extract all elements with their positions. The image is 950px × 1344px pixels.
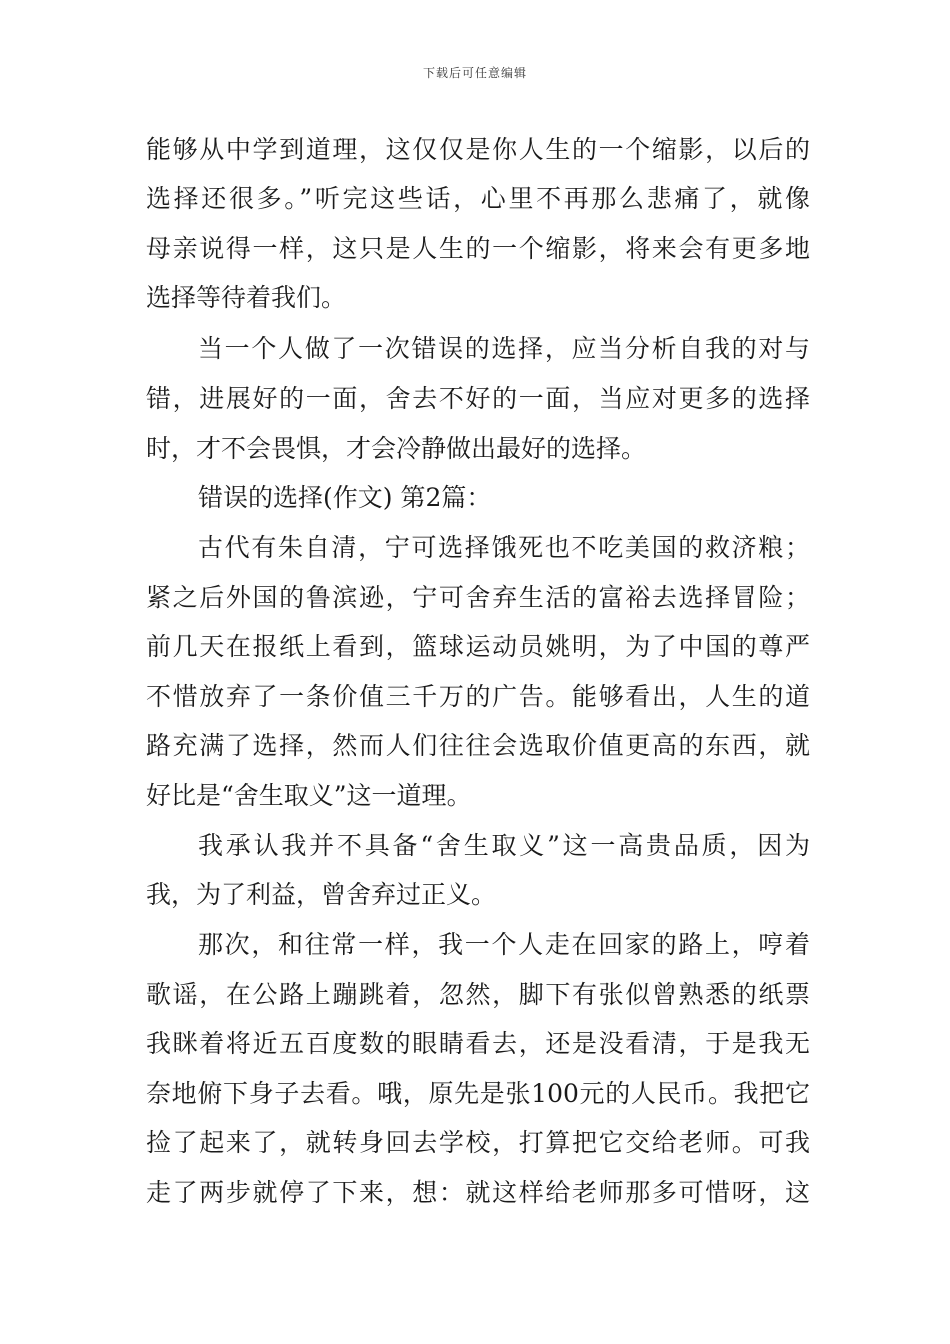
paragraph-first-line: 古代有朱自清，宁可选择饿死也不吃美国的救济粮； bbox=[198, 533, 810, 562]
text-line: 歌谣，在公路上蹦跳着，忽然，脚下有张似曾熟悉的纸票 bbox=[146, 980, 810, 1009]
text-line: 走了两步就停了下来，想：就这样给老师那多可惜呀，这 bbox=[146, 1178, 810, 1207]
paragraph-first-line: 当一个人做了一次错误的选择，应当分析自我的对与 bbox=[198, 334, 810, 363]
text-line: 我眯着将近五百度数的眼睛看去，还是没看清，于是我无 bbox=[146, 1029, 810, 1058]
text-line: 能够从中学到道理，这仅仅是你人生的一个缩影，以后的 bbox=[146, 135, 810, 164]
text-line: 不惜放弃了一条价值三千万的广告。能够看出，人生的道 bbox=[146, 682, 810, 711]
text-line: 好比是“舍生取义”这一道理。 bbox=[146, 781, 472, 810]
paragraph-first-line: 我承认我并不具备“舍生取义”这一高贵品质，因为 bbox=[198, 831, 810, 860]
text-line: 奈地俯下身子去看。哦，原先是张100元的人民币。我把它 bbox=[146, 1079, 810, 1108]
text-line: 路充满了选择，然而人们往往会选取价值更高的东西，就 bbox=[146, 731, 810, 760]
text-line: 母亲说得一样，这只是人生的一个缩影，将来会有更多地 bbox=[146, 234, 810, 263]
text-line: 选择还很多。”听完这些话，心里不再那么悲痛了，就像 bbox=[146, 184, 810, 213]
text-line: 时，才不会畏惧，才会冷静做出最好的选择。 bbox=[146, 434, 647, 463]
text-line: 前几天在报纸上看到，篮球运动员姚明，为了中国的尊严 bbox=[146, 632, 810, 661]
text-line: 错，进展好的一面，舍去不好的一面，当应对更多的选择 bbox=[146, 384, 810, 413]
text-line: 选择等待着我们。 bbox=[146, 283, 347, 312]
text-line: 我，为了利益，曾舍弃过正义。 bbox=[146, 880, 497, 909]
paragraph-first-line: 那次，和往常一样，我一个人走在回家的路上，哼着 bbox=[198, 930, 810, 959]
section-heading: 错误的选择(作文) 第2篇： bbox=[198, 483, 492, 512]
page-header: 下载后可任意编辑 bbox=[422, 66, 527, 80]
text-line: 捡了起来了，就转身回去学校，打算把它交给老师。可我 bbox=[146, 1128, 810, 1157]
text-line: 紧之后外国的鲁滨逊，宁可舍弃生活的富裕去选择冒险； bbox=[146, 583, 810, 612]
